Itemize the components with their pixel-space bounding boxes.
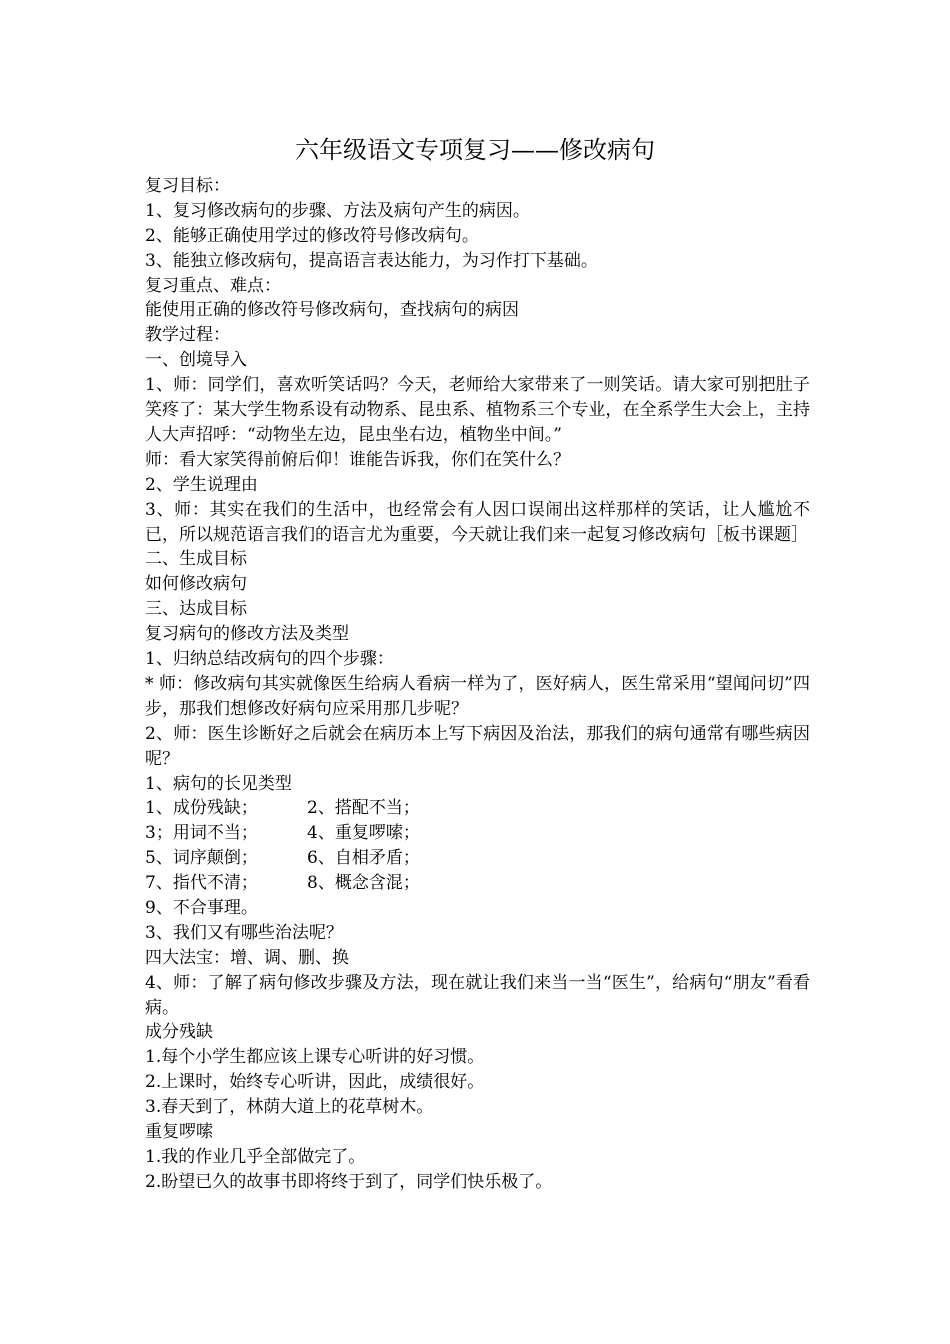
document-body: [145, 174, 810, 1195]
text-line: 复习病句的修改方法及类型: [145, 624, 349, 645]
text-line: 2.盼望已久的故事书即将终于到了，同学们快乐极了。: [145, 1171, 553, 1192]
text-line: 能使用正确的修改符号修改病句，查找病句的病因: [145, 300, 519, 321]
paragraph: 2、师：医生诊断好之后就会在病历本上写下病因及治法，那我们的病句通常有哪些病因呢？: [145, 723, 810, 769]
defect-type-row: [145, 871, 810, 896]
paragraph: 4、师：了解了病句修改步骤及方法，现在就让我们来当一当“医生”，给病句“朋友”看看病。: [145, 972, 810, 1018]
text-line: 3、我们又有哪些治法呢？: [145, 922, 343, 943]
text-line: 2、学生说理由: [145, 474, 258, 495]
text-line: 二、生成目标: [145, 549, 247, 570]
defect-type-item: 6、自相矛盾；: [307, 848, 420, 869]
defect-type-item: 5、词序颠倒；: [145, 848, 258, 869]
text-line: 四大法宝：增、调、删、换: [145, 947, 349, 968]
text-line: 9、不合事理。: [145, 897, 258, 918]
text-line: 2.上课时，始终专心听讲，因此，成绩很好。: [145, 1072, 485, 1093]
text-line: 复习目标：: [145, 176, 230, 196]
defect-type-row: [145, 821, 810, 846]
text-line: 重复啰嗦: [145, 1122, 213, 1143]
text-line: 3.春天到了，林荫大道上的花草树木。: [145, 1097, 434, 1118]
defect-type-item: 1、成份残缺；: [145, 798, 258, 819]
text-line: 1、复习修改病句的步骤、方法及病句产生的病因。: [145, 200, 530, 221]
text-line: 成分残缺: [145, 1022, 213, 1043]
text-line: 3、能独立修改病句，提高语言表达能力，为习作打下基础。: [145, 250, 598, 271]
text-line: 1、归纳总结改病句的四个步骤：: [145, 649, 394, 669]
text-line: 1.我的作业几乎全部做完了。: [145, 1146, 366, 1167]
defect-type-item: 2、搭配不当；: [307, 798, 420, 819]
paragraph: 1、师：同学们，喜欢听笑话吗？今天，老师给大家带来了一则笑话。请大家可别把肚子笑疼了：某大学生物系设有动物系、昆虫系、植物系三个专业，在全系学生大会上，主持人大声招呼：“动物坐左边，昆虫坐右边，植物坐中间。”: [145, 375, 810, 445]
text-line: 如何修改病句: [145, 574, 247, 595]
document-title: 六年级语文专项复习——修改病句: [295, 136, 655, 164]
text-line: 教学过程：: [145, 325, 230, 346]
defect-type-row: [145, 846, 810, 871]
defect-type-item: 4、重复啰嗦；: [307, 823, 420, 844]
defect-type-item: 7、指代不清；: [145, 873, 258, 894]
paragraph: 3、师：其实在我们的生活中，也经常会有人因口误闹出这样那样的笑话，让人尴尬不已，所以规范语言我们的语言尤为重要，今天就让我们来一起复习修改病句［板书课题］: [145, 499, 810, 545]
defect-type-item: 3；用词不当；: [145, 823, 258, 844]
text-line: 复习重点、难点：: [145, 275, 281, 296]
paragraph: * 师：修改病句其实就像医生给病人看病一样为了，医好病人，医生常采用“望闻问切”四步，那我们想修改好病句应采用那几步呢？: [145, 673, 810, 719]
text-line: 1、病句的长见类型: [145, 773, 292, 794]
defect-type-row: [145, 796, 810, 821]
text-line: 一、创境导入: [145, 350, 247, 371]
text-line: 1.每个小学生都应该上课专心听讲的好习惯。: [145, 1047, 485, 1068]
defect-type-item: 8、概念含混；: [307, 873, 420, 894]
text-line: 师：看大家笑得前俯后仰！谁能告诉我，你们在笑什么？: [145, 449, 570, 470]
text-line: 三、达成目标: [145, 599, 247, 620]
text-line: 2、能够正确使用学过的修改符号修改病句。: [145, 225, 479, 246]
